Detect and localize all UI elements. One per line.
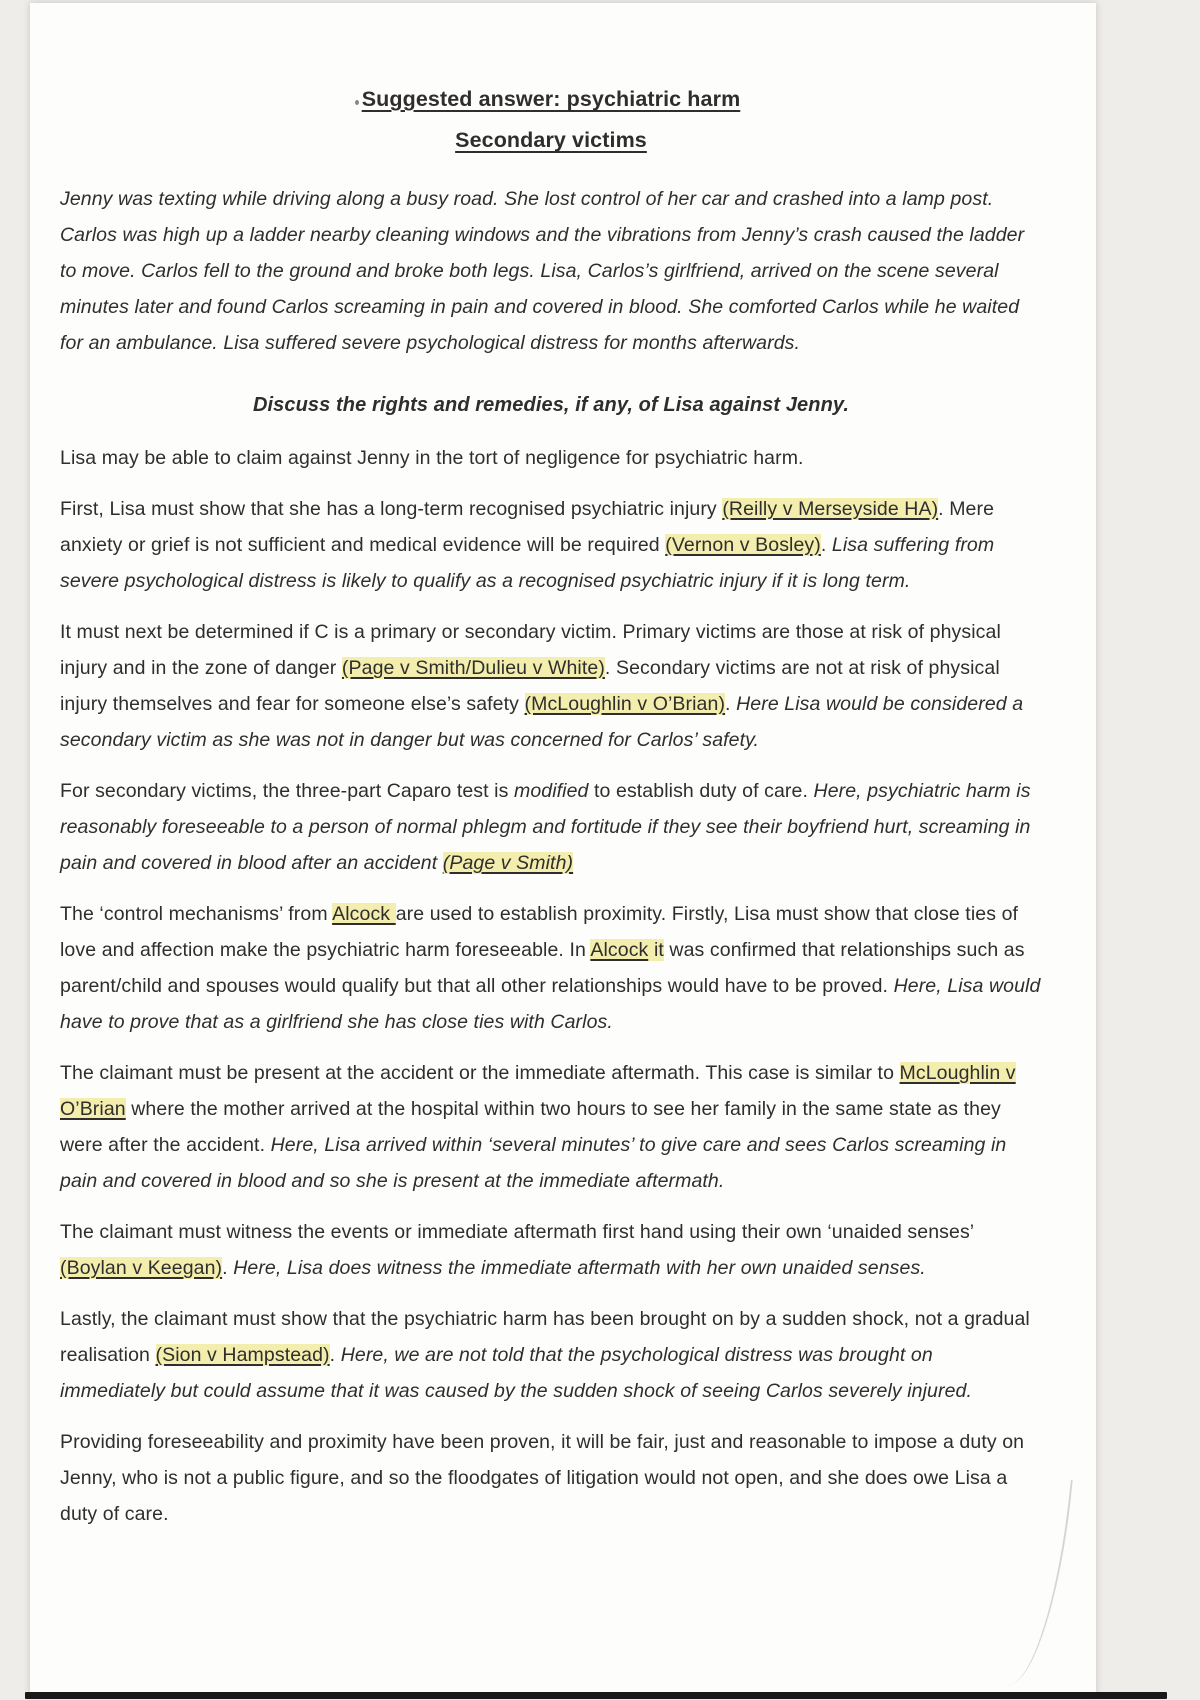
document-title: Suggested answer: psychiatric harm: [361, 87, 741, 111]
text-run: to establish duty of care.: [588, 780, 814, 802]
scanned-page: [30, 3, 1096, 1695]
text-run: . Mere anxiety or grief is not sufficient and medical evidence will be required: [60, 498, 995, 556]
document-subtitle: Secondary victims: [455, 128, 647, 152]
case-citation: (Vernon v Bosley): [665, 534, 821, 556]
intro-scenario: [60, 181, 1042, 361]
text-run: Lastly, the claimant must show that the psychiatric harm has been brought on by a sudden shock, not a gradual realisation: [60, 1308, 1030, 1366]
text-run: It must next be determined if C is a primary or secondary victim. Primary victims are those at risk of physical injury and in the zone of danger: [60, 621, 1001, 679]
fair-just-reasonable: [60, 1424, 1042, 1532]
text-run: Here, Lisa would have to prove that as a girlfriend she has close ties with Carlos.: [60, 975, 1041, 1033]
recognised-injury: [60, 491, 1042, 599]
title-block: [60, 79, 1042, 161]
case-citation: (Page v Smith/Dulieu v White): [341, 657, 605, 679]
text-run: .: [820, 534, 832, 556]
text-run: Discuss the rights and remedies, if any, of Lisa against Jenny.: [252, 394, 850, 416]
text-run: .: [725, 693, 737, 715]
scan-edge-bar: [25, 1692, 1167, 1699]
text-run: was confirmed that relationships such as parent/child and spouses would qualify but that all other relationships would have to be proved.: [60, 939, 1025, 997]
control-mechanisms: [60, 896, 1042, 1040]
proximity-in-time: [60, 1055, 1042, 1199]
document-content: [30, 3, 1096, 1532]
sudden-shock: [60, 1301, 1042, 1409]
text-run: Here, we are not told that the psychological distress was brought on immediately but could assume that it was caused by the sudden shock of seeing Carlos severely injured.: [60, 1344, 973, 1402]
text-run: .: [222, 1257, 234, 1279]
text-run: The claimant must witness the events or immediate aftermath first hand using their own ‘unaided senses’: [60, 1221, 974, 1243]
case-citation: (Boylan v Keegan): [60, 1257, 223, 1279]
text-run: .: [329, 1344, 341, 1366]
text-run: Lisa suffering from severe psychological distress is likely to qualify as a recognised psychiatric injury if it is long term.: [60, 534, 995, 592]
case-citation: McLoughlin v O’Brian: [60, 1062, 1016, 1120]
text-run: . Secondary victims are not at risk of physical injury themselves and fear for someone else’s safety: [60, 657, 1000, 715]
text-run: Here, Lisa does witness the immediate aftermath with her own unaided senses.: [233, 1257, 926, 1279]
victim-classification: [60, 614, 1042, 758]
text-run: Here, psychiatric harm is reasonably foreseeable to a person of normal phlegm and fortitude if they see their boyfriend hurt, screaming in pain and covered in blood after an accident: [60, 780, 1031, 874]
case-citation: (Page v Smith): [442, 852, 574, 874]
document-body: [60, 181, 1042, 1532]
text-run: Here, Lisa arrived within ‘several minutes’ to give care and sees Carlos screaming in pain and covered in blood and so she is present at the immediate aftermath.: [60, 1134, 1007, 1192]
case-citation: Alcock: [590, 939, 649, 961]
text-run: The claimant must be present at the accident or the immediate aftermath. This case is similar to: [60, 1062, 900, 1084]
text-run: First, Lisa must show that she has a long-term recognised psychiatric injury: [60, 498, 723, 520]
case-citation: Alcock: [332, 903, 396, 925]
case-citation: (Sion v Hampstead): [155, 1344, 330, 1366]
text-run: modified: [513, 780, 589, 802]
text-run: The ‘control mechanisms’ from: [60, 903, 333, 925]
claim-intro: [60, 440, 1042, 476]
text-run: Lisa may be able to claim against Jenny in the tort of negligence for psychiatric harm.: [60, 447, 804, 469]
text-run: are used to establish proximity. Firstly, Lisa must show that close ties of love and affection make the psychiatric harm foreseeable. In: [60, 903, 1019, 961]
caparo-foreseeability: [60, 773, 1042, 881]
text-run: where the mother arrived at the hospital within two hours to see her family in the same state as they were after the accident.: [60, 1098, 1001, 1156]
text-run: Here Lisa would be considered a secondary victim as she was not in danger but was concerned for Carlos’ safety.: [60, 693, 1024, 751]
unaided-senses: [60, 1214, 1042, 1286]
case-citation: (McLoughlin v O’Brian): [524, 693, 726, 715]
text-run: Jenny was texting while driving along a busy road. She lost control of her car and crashed into a lamp post. Carlos was high up a ladder nearby cleaning windows and the vibrations from Jenny’s crash caused the ladder to move. Carlos fell to the ground and broke both legs. Lisa, Carlos’s girlfriend, arrived on the scene several minutes later and found Carlos screaming in pain and covered in blood. She comforted Carlos while he waited for an ambulance. Lisa suffered severe psychological distress for months afterwards.: [60, 188, 1025, 354]
text-run: Providing foreseeability and proximity have been proven, it will be fair, just and reasonable to impose a duty on Jenny, who is not a public figure, and so the floodgates of litigation would not open, and she does owe Lisa a duty of care.: [60, 1431, 1025, 1525]
case-citation: it: [648, 939, 664, 961]
question: [60, 387, 1042, 423]
case-citation: (Reilly v Merseyside HA): [722, 498, 939, 520]
text-run: For secondary victims, the three-part Caparo test is: [60, 780, 514, 802]
